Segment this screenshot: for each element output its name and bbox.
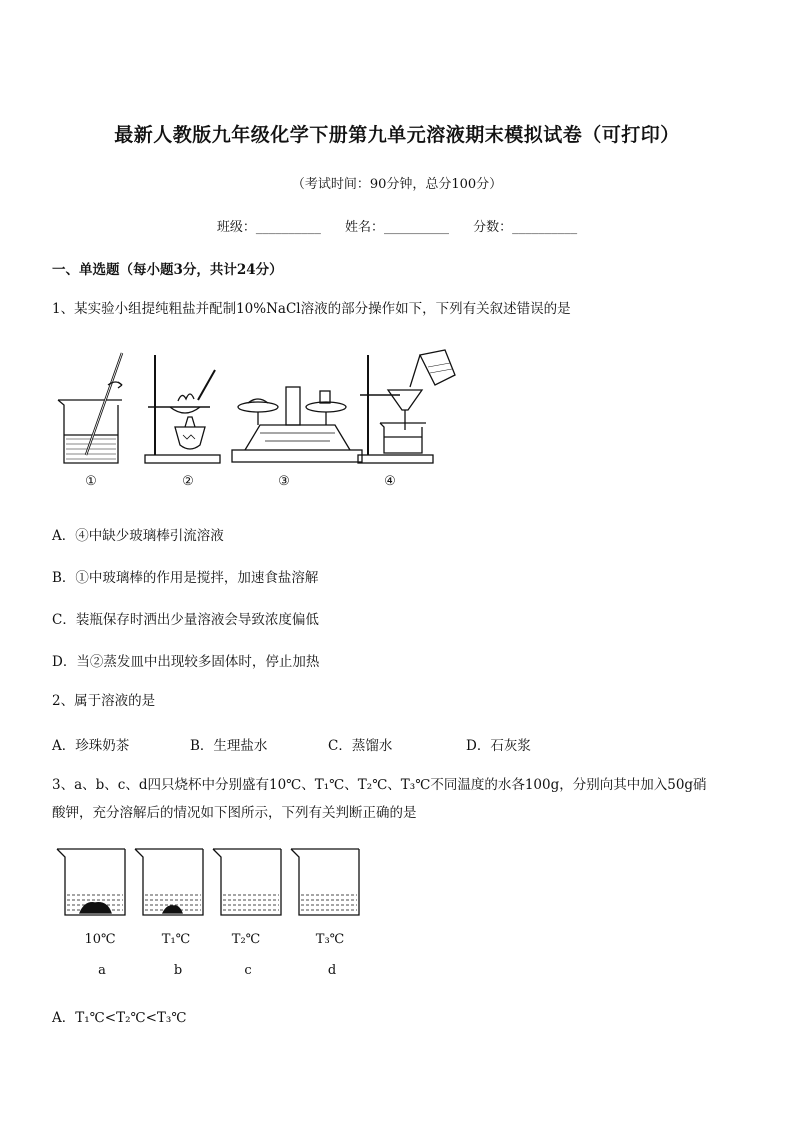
q2-option-b[interactable]: B．生理盐水 [190,738,268,754]
beaker-letter-c: c [244,963,252,978]
figure-label-4: ④ [384,474,396,489]
question-2-stem: 2、属于溶液的是 [52,693,156,709]
beaker-letter-d: d [327,963,337,978]
section-heading: 一、单选题（每小题3分，共计24分） [52,262,283,278]
question-1-stem: 1、某实验小组提纯粗盐并配制10%NaCl溶液的部分操作如下，下列有关叙述错误的是 [52,301,571,317]
name-field[interactable]: 姓名：__________ [344,220,449,235]
figure-label-2: ② [182,474,194,489]
filtration-figure [358,350,455,463]
q1-option-a[interactable]: A．④中缺少玻璃棒引流溶液 [52,528,224,544]
figure-label-1: ① [85,474,97,489]
beaker-letter-b: b [173,963,183,978]
question-3-stem-line-2: 酸钾，充分溶解后的情况如下图所示，下列有关判断正确的是 [52,805,417,821]
beaker-stirring-figure [58,353,122,463]
beaker-temp-d: T₃℃ [315,932,345,947]
q3-beakers-figure [55,845,365,920]
beaker-c [213,849,281,915]
q2-options [52,734,752,754]
q1-option-d[interactable]: D．当②蒸发皿中出现较多固体时，停止加热 [52,654,320,670]
beaker-d [291,849,359,915]
figure-label-3: ③ [278,474,290,489]
beaker-temp-c: T₂℃ [231,932,261,947]
student-info-line [0,216,794,235]
balance-figure [232,387,362,462]
beaker-temp-b: T₁℃ [161,932,191,947]
q2-option-a[interactable]: A．珍珠奶茶 [52,738,130,754]
q3-option-a[interactable]: A．T₁℃<T₂℃<T₃℃ [52,1010,187,1026]
exam-info: （考试时间：90分钟，总分100分） [291,177,503,192]
q1-option-c[interactable]: C．装瓶保存时洒出少量溶液会导致浓度偏低 [52,612,319,628]
q2-option-c[interactable]: C．蒸馏水 [328,738,393,754]
beaker-letter-a: a [98,963,106,978]
page-title: 最新人教版九年级化学下册第九单元溶液期末模拟试卷（可打印） [114,124,680,146]
question-3-stem-line-1: 3、a、b、c、d四只烧杯中分别盛有10℃、T₁℃、T₂℃、T₃℃不同温度的水各100g，分别向其中加入50g硝 [52,777,707,793]
class-field[interactable]: 班级：__________ [216,220,321,235]
beaker-a [57,849,125,915]
q2-option-d[interactable]: D．石灰浆 [466,738,531,754]
q1-option-b[interactable]: B．①中玻璃棒的作用是搅拌，加速食盐溶解 [52,570,319,586]
evaporation-figure [145,355,220,463]
beaker-temp-a: 10℃ [84,932,116,947]
beaker-b [135,849,203,915]
score-field[interactable]: 分数：__________ [473,220,578,235]
q1-figure [50,345,470,475]
